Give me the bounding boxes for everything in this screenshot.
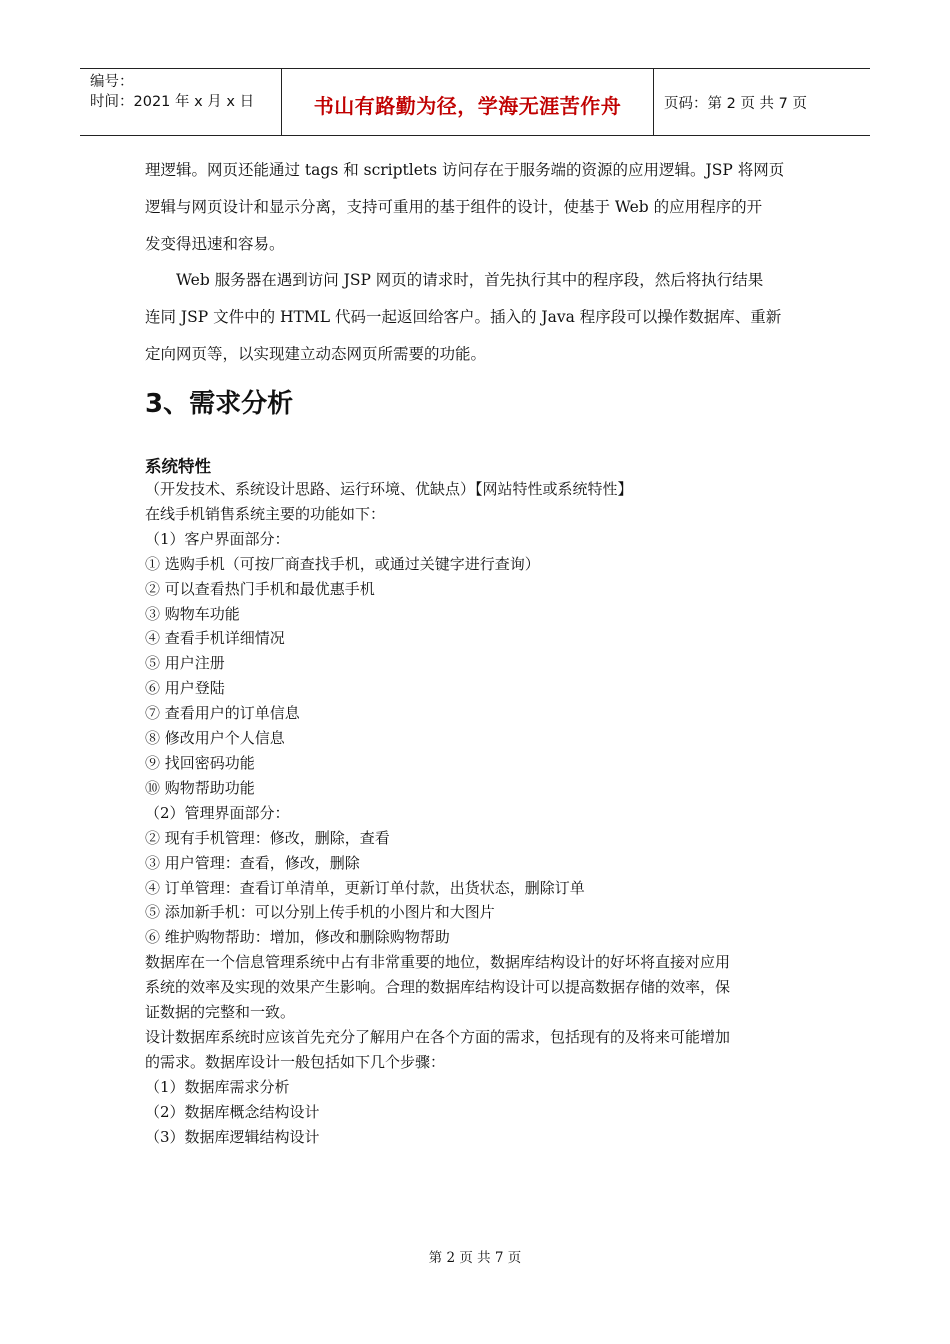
body-line: ⑨ 找回密码功能 — [145, 753, 255, 772]
body-line: 设计数据库系统时应该首先充分了解用户在各个方面的需求，包括现有的及将来可能增加 — [145, 1027, 731, 1046]
body-line: ⑥ 维护购物帮助：增加，修改和删除购物帮助 — [145, 928, 450, 947]
body-line: ② 可以查看热门手机和最优惠手机 — [145, 579, 375, 598]
paragraph-line: 发变得迅速和容易。 — [145, 235, 285, 253]
header-page-info: 页码：第 2 页 共 7 页 — [664, 95, 807, 112]
body-line: （3）数据库逻辑结构设计 — [145, 1127, 320, 1146]
body-line: （2）管理界面部分： — [145, 803, 290, 822]
body-line: （2）数据库概念结构设计 — [145, 1102, 320, 1121]
intro-paragraph-2 — [145, 262, 810, 373]
body-line: 数据库在一个信息管理系统中占有非常重要的地位，数据库结构设计的好坏将直接对应用 — [145, 953, 731, 972]
body-line: 在线手机销售系统主要的功能如下： — [145, 504, 386, 523]
body-line: 证数据的完整和一致。 — [145, 1003, 296, 1022]
body-line: ③ 用户管理：查看，修改，删除 — [145, 853, 360, 872]
body-line: ⑧ 修改用户个人信息 — [145, 729, 285, 748]
body-line: 系统的效率及实现的效果产生影响。合理的数据库结构设计可以提高数据存储的效率，保 — [145, 978, 731, 997]
intro-paragraph-1 — [145, 152, 810, 263]
body-line: ④ 查看手机详细情况 — [145, 629, 285, 648]
body-line: ⑤ 添加新手机：可以分别上传手机的小图片和大图片 — [145, 903, 495, 922]
requirements-body — [145, 477, 810, 1149]
document-header — [80, 68, 870, 136]
document-number-label: 编号： — [90, 74, 134, 90]
body-line: 的需求。数据库设计一般包括如下几个步骤： — [145, 1052, 446, 1071]
section-heading: 3、需求分析 — [145, 389, 294, 419]
body-line: ⑦ 查看用户的订单信息 — [145, 704, 300, 723]
body-line: ④ 订单管理：查看订单清单，更新订单付款，出货状态，删除订单 — [145, 878, 585, 897]
body-line: ② 现有手机管理：修改，删除，查看 — [145, 828, 390, 847]
body-line: ⑥ 用户登陆 — [145, 679, 225, 698]
page-footer: 第 2 页 共 7 页 — [428, 1250, 522, 1266]
body-line: ⑩ 购物帮助功能 — [145, 778, 255, 797]
subsection-heading: 系统特性 — [145, 457, 211, 476]
document-date: 时间：2021 年 x 月 x 日 — [90, 94, 255, 110]
header-meta — [80, 69, 282, 135]
paragraph-line: 理逻辑。网页还能通过 tags 和 scriptlets 访问存在于服务端的资源的应用逻辑。JSP 将网页 — [145, 161, 785, 179]
body-line: （1）数据库需求分析 — [145, 1077, 290, 1096]
paragraph-line: 定向网页等，以实现建立动态网页所需要的功能。 — [145, 345, 487, 363]
paragraph-line: Web 服务器在遇到访问 JSP 网页的请求时，首先执行其中的程序段，然后将执行结果 — [145, 271, 764, 289]
paragraph-line: 连同 JSP 文件中的 HTML 代码一起返回给客户。插入的 Java 程序段可以操作数据库、重新 — [145, 308, 782, 326]
header-motto: 书山有路勤为径，学海无涯苦作舟 — [282, 69, 654, 135]
paragraph-line: 逻辑与网页设计和显示分离，支持可重用的基于组件的设计，使基于 Web 的应用程序的开 — [145, 198, 763, 216]
body-line: ⑤ 用户注册 — [145, 654, 225, 673]
body-line: ③ 购物车功能 — [145, 604, 240, 623]
body-line: （1）客户界面部分： — [145, 529, 290, 548]
body-line: （开发技术、系统设计思路、运行环境、优缺点）【网站特性或系统特性】 — [145, 480, 633, 498]
body-line: ① 选购手机（可按厂商查找手机，或通过关键字进行查询） — [145, 554, 540, 573]
